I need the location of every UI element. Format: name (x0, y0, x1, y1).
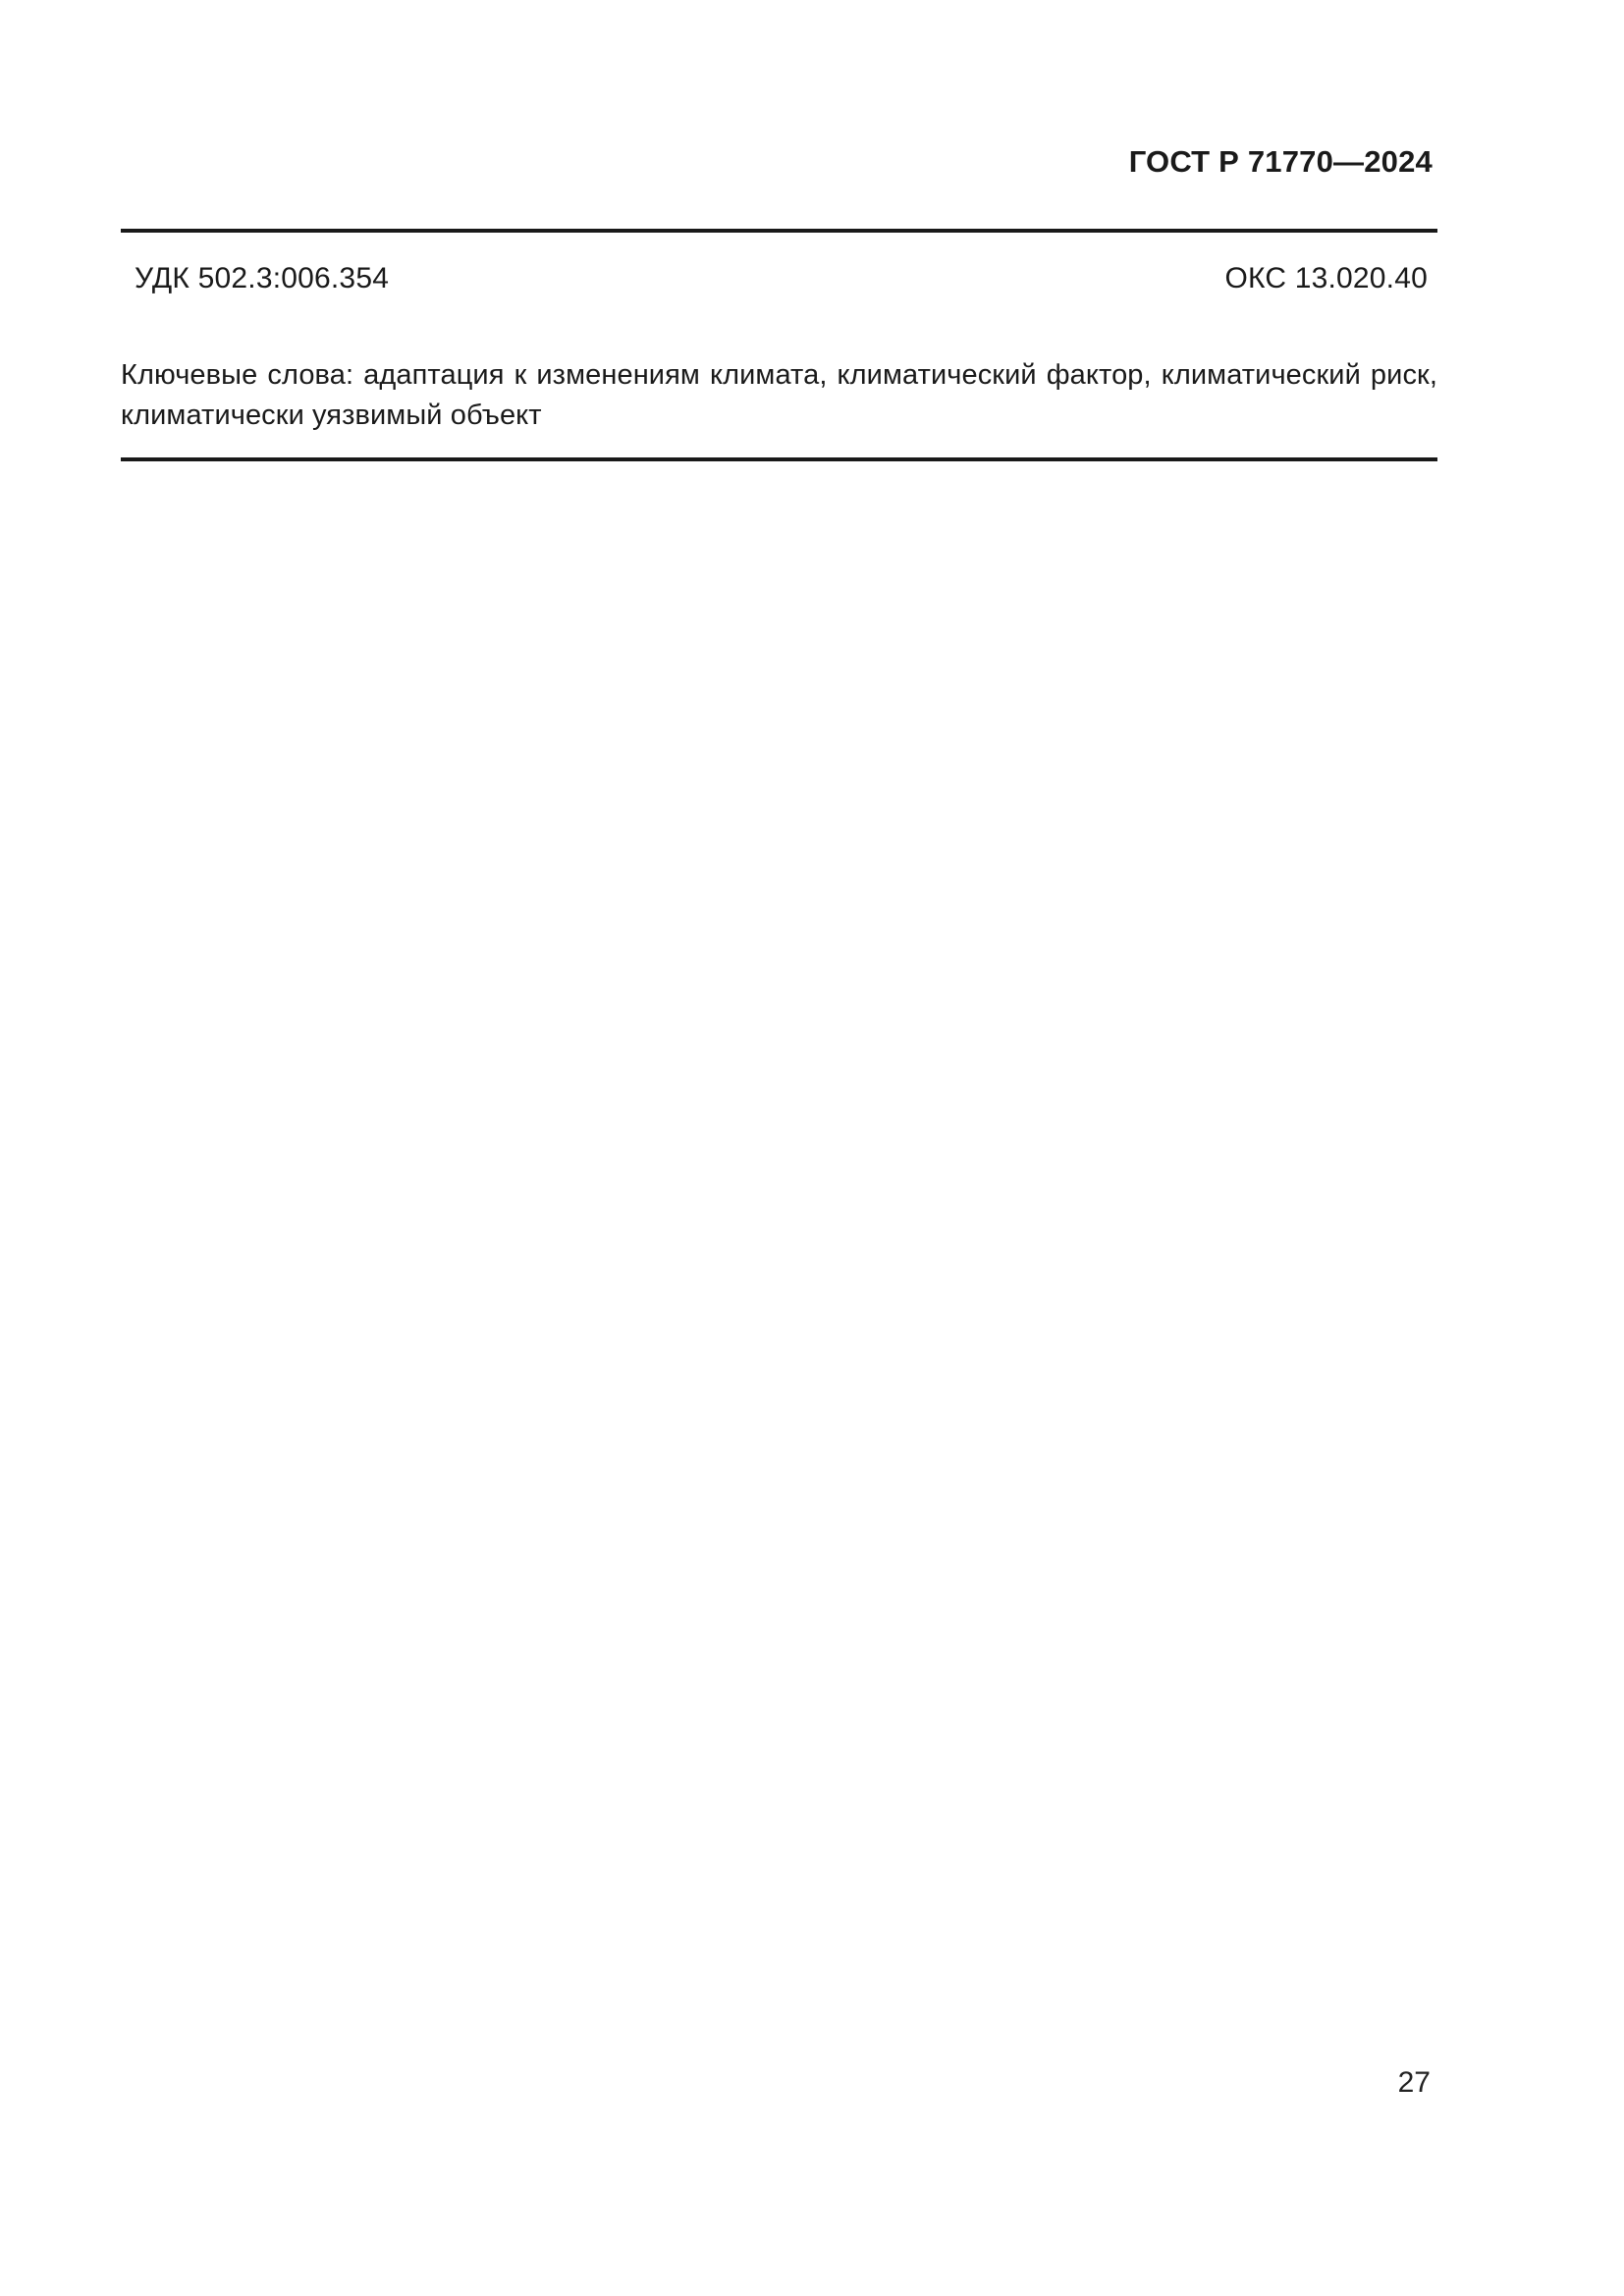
bottom-horizontal-rule (121, 457, 1437, 461)
udk-code: УДК 502.3:006.354 (135, 262, 390, 294)
keywords-paragraph (121, 355, 1437, 436)
top-horizontal-rule (121, 229, 1437, 233)
keywords-line-2: климатически уязвимый объект (121, 400, 542, 431)
page-number: 27 (1397, 2066, 1431, 2099)
keywords-line-1: Ключевые слова: адаптация к изменениям климата, климатический фактор, климатический риск, (121, 359, 1437, 391)
page-content-column (121, 0, 1437, 2296)
standard-number-header: ГОСТ Р 71770—2024 (1128, 144, 1433, 179)
classification-row (121, 264, 1437, 294)
oks-code: ОКС 13.020.40 (1224, 262, 1428, 294)
